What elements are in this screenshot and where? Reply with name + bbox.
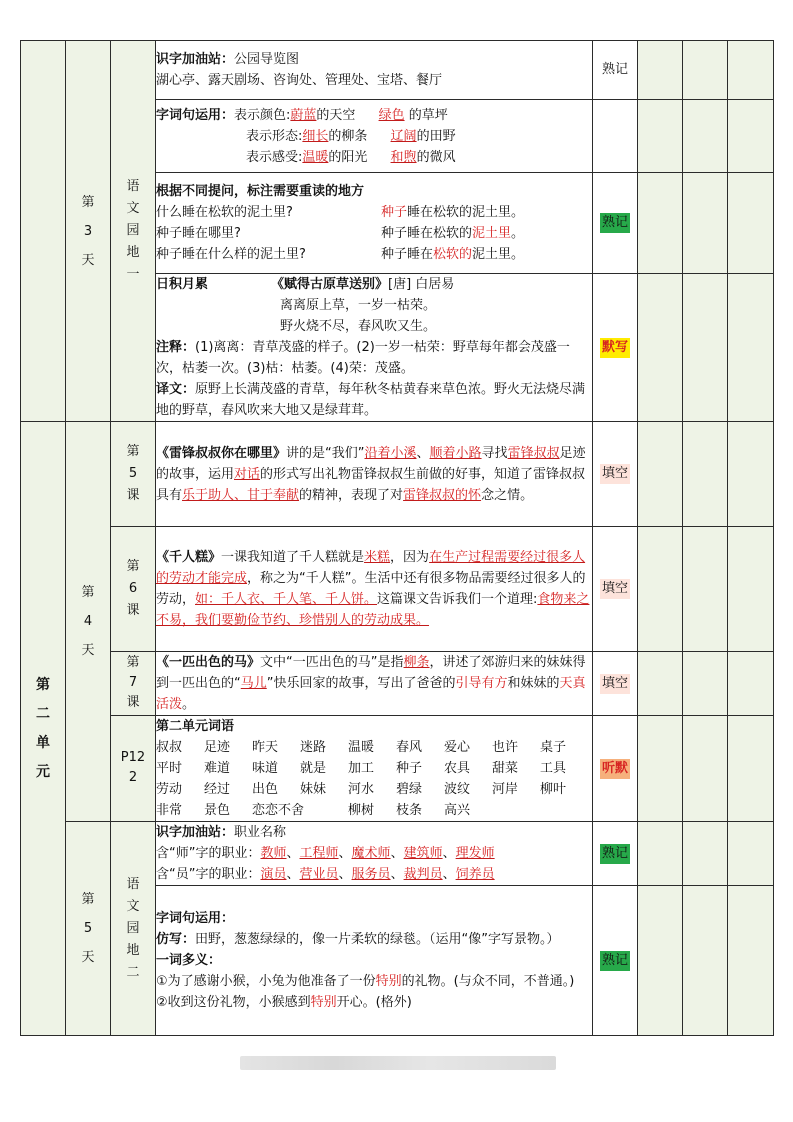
- vocab-word: 经过: [204, 782, 231, 797]
- vocab-word: 高兴: [444, 803, 471, 818]
- vocab-word: 就是: [300, 761, 327, 776]
- answer: 雷锋叔叔: [507, 445, 560, 461]
- text: ，称之为“千人糕”。生活中还有很多物品需要经过很多人的劳动，: [156, 571, 586, 607]
- vocab-word: 爱心: [444, 740, 471, 755]
- day4-label: [66, 422, 111, 822]
- sentence-text: ②收到这份礼物，小猴感到: [156, 995, 311, 1010]
- answer: 和煦: [390, 149, 417, 165]
- vocab-word: 波纹: [444, 782, 471, 797]
- vocab-word: 叔叔: [156, 740, 183, 755]
- job-word: 饲养员: [455, 867, 495, 882]
- block-title: 根据不同提问，标注需要重读的地方: [156, 184, 365, 199]
- word-list-title: 第二单元词语: [156, 719, 235, 734]
- answer: 柳条: [403, 655, 430, 670]
- text: 、: [416, 445, 430, 461]
- check-cell[interactable]: [728, 422, 774, 527]
- question: 种子睡在哪里?: [156, 226, 241, 241]
- lesson7-content: [156, 652, 593, 716]
- stress-word: 松软的: [433, 247, 473, 262]
- check-cell[interactable]: [683, 422, 728, 527]
- block-title: 识字加油站：: [156, 825, 235, 840]
- status-badge: 熟记: [601, 62, 628, 77]
- day3-lesson: [111, 41, 156, 422]
- p122-label-text: P122: [120, 750, 146, 785]
- check-cell[interactable]: [683, 886, 728, 1036]
- text: 的精神，表现了对: [299, 487, 404, 503]
- unit2-label: [21, 422, 66, 1036]
- sentence-text: 开心。(格外): [336, 995, 412, 1010]
- text: 的阳光: [328, 149, 368, 165]
- poem-line: 野火烧不尽，春风吹又生。: [280, 319, 437, 334]
- footer-watermark: [240, 1056, 556, 1070]
- day5-lesson-text: 语文园地二: [126, 876, 140, 980]
- check-cell[interactable]: [683, 41, 728, 100]
- row-label: 表示感受:: [246, 149, 303, 165]
- vocab-word: 春风: [396, 740, 423, 755]
- key-word: 特别: [375, 974, 402, 989]
- check-cell[interactable]: [728, 274, 774, 422]
- p122-label: [111, 716, 156, 822]
- job-word: 教师: [260, 846, 287, 861]
- lesson7-label: [111, 652, 156, 716]
- vocab-word: 难道: [204, 761, 231, 776]
- status-badge: 填空: [600, 579, 630, 599]
- status-badge: 填空: [600, 674, 630, 694]
- check-cell[interactable]: [728, 527, 774, 652]
- word-grid: [156, 737, 592, 821]
- status-cell: [593, 527, 638, 652]
- lesson5-label: [111, 422, 156, 527]
- translation-text: 原野上长满茂盛的青草，每年秋冬枯黄春来草色浓。野火无法烧尽满地的野草，春风吹来大地又是绿茸茸。: [156, 382, 586, 418]
- text: 念之情。: [481, 487, 534, 503]
- answer: 顺着小路: [429, 445, 482, 461]
- job-word: 演员: [260, 867, 287, 882]
- vocab-word: 足迹: [204, 740, 231, 755]
- vocab-word: 碧绿: [396, 782, 423, 797]
- job-word: 工程师: [299, 846, 339, 861]
- text: 和妹妹的: [507, 676, 560, 691]
- check-cell[interactable]: [728, 886, 774, 1036]
- check-cell[interactable]: [728, 716, 774, 822]
- answer: 对话: [234, 466, 261, 482]
- job-word: 理发师: [455, 846, 495, 861]
- answer: 在生产过程需要经过很多人的劳动才能完成: [156, 550, 586, 586]
- note-label: 注释：: [156, 340, 196, 355]
- status-badge: 熟记: [600, 844, 630, 864]
- status-badge: 默写: [600, 338, 630, 358]
- text: 的草坪: [408, 107, 448, 123]
- status-badge: 听默: [600, 759, 630, 779]
- vocab-word: 枝条: [396, 803, 423, 818]
- lesson-title: 《千人糕》: [156, 550, 222, 565]
- status-cell: [593, 716, 638, 822]
- lesson-title: 《一匹出色的马》: [156, 655, 261, 670]
- poem-author: [唐] 白居易: [388, 277, 455, 292]
- p122-content: [156, 716, 593, 822]
- row-label: 表示形态:: [246, 128, 303, 144]
- answer: 沿着小溪: [364, 445, 417, 461]
- vocab-word: 出色: [252, 782, 279, 797]
- lesson6-content: [156, 527, 593, 652]
- status-badge: 熟记: [600, 213, 630, 233]
- vocab-word: 河岸: [492, 782, 519, 797]
- day3-block3: [156, 173, 593, 274]
- job-word: 服务员: [351, 867, 391, 882]
- check-cell[interactable]: [683, 527, 728, 652]
- answer-text: 泥土里。: [472, 247, 525, 262]
- vocab-word: 劳动: [156, 782, 183, 797]
- block-title: 字词句运用：: [156, 107, 235, 123]
- day3-lesson-text: 语文园地一: [126, 179, 140, 282]
- answer-text: 种子睡在: [381, 247, 434, 262]
- imitation-text: 田野，葱葱绿绿的，像一片柔软的绿毯。（运用“像”字写景物。）: [195, 932, 560, 947]
- block-title: 日积月累: [156, 277, 209, 292]
- answer-text: 睡在松软的泥土里。: [407, 205, 525, 220]
- lesson5-content: [156, 422, 593, 527]
- vocab-word: 加工: [348, 761, 375, 776]
- check-cell[interactable]: [683, 716, 728, 822]
- vocab-word: 柳叶: [540, 782, 567, 797]
- day3-block1: [156, 41, 593, 100]
- text: ”快乐回家的故事，写出了爸爸的: [266, 676, 456, 691]
- answer: 引导有方: [455, 676, 508, 691]
- status-cell: [593, 822, 638, 886]
- text: 的微风: [416, 149, 456, 165]
- check-cell[interactable]: [683, 100, 728, 173]
- check-cell[interactable]: [728, 173, 774, 274]
- answer: 雷锋叔叔的怀: [403, 487, 482, 503]
- vocab-word: 温暖: [348, 740, 375, 755]
- answer: 米糕: [364, 550, 391, 565]
- vocab-word: 平时: [156, 761, 183, 776]
- answer-text: 。: [511, 226, 525, 241]
- answer: 天真活泼: [156, 676, 586, 712]
- unit2-label-text: 第二单元: [36, 676, 50, 780]
- check-cell[interactable]: [638, 886, 683, 1036]
- key-word: 特别: [310, 995, 337, 1010]
- text: 寻找: [481, 445, 508, 461]
- day5-lesson: [111, 822, 156, 1036]
- vocab-word: 也许: [492, 740, 519, 755]
- vocab-word: 迷路: [300, 740, 327, 755]
- check-cell[interactable]: [638, 422, 683, 527]
- check-cell[interactable]: [638, 652, 683, 716]
- job-word: 营业员: [299, 867, 339, 882]
- vocab-word: 工具: [540, 761, 567, 776]
- block-topic: 公园导览图: [234, 52, 300, 67]
- text: ，讲述了郊游归来的妹妹得到一匹出色的“: [156, 655, 586, 691]
- vocab-word: 味道: [252, 761, 279, 776]
- check-cell[interactable]: [638, 173, 683, 274]
- check-cell[interactable]: [638, 274, 683, 422]
- vocab-word: 非常: [156, 803, 183, 818]
- text: 的柳条: [328, 128, 368, 144]
- question: 种子睡在什么样的泥土里?: [156, 247, 306, 262]
- day4-label-text: 第4天: [81, 585, 95, 658]
- row-label: 表示颜色:: [234, 107, 291, 123]
- check-cell[interactable]: [683, 652, 728, 716]
- status-cell: [593, 41, 638, 100]
- day5-label: [66, 822, 111, 1036]
- job-label: 含“师”字的职业：: [156, 846, 261, 861]
- answer-line: [381, 223, 524, 244]
- text: 讲的是“我们”: [286, 445, 365, 461]
- job-word: 裁判员: [403, 867, 443, 882]
- block-title: 识字加油站：: [156, 52, 235, 67]
- check-cell[interactable]: [728, 100, 774, 173]
- check-cell[interactable]: [638, 716, 683, 822]
- check-cell[interactable]: [683, 173, 728, 274]
- lesson5-label-text: 第5课: [126, 444, 140, 503]
- check-cell[interactable]: [638, 822, 683, 886]
- day5-label-text: 第5天: [81, 892, 95, 965]
- job-label: 含“员”字的职业：: [156, 867, 261, 882]
- job-word: 魔术师: [351, 846, 391, 861]
- answer: 温暖: [302, 149, 329, 165]
- day5-block2: [156, 886, 593, 1036]
- vocab-word: 妹妹: [300, 782, 327, 797]
- text: 的田野: [416, 128, 456, 144]
- vocab-word: 景色: [204, 803, 231, 818]
- translation-label: 译文：: [156, 382, 196, 397]
- vocab-word: 河水: [348, 782, 375, 797]
- status-badge: 填空: [600, 464, 630, 484]
- answer-line: [381, 202, 524, 223]
- status-cell: [593, 274, 638, 422]
- status-cell: [593, 173, 638, 274]
- imitation-label: 仿写：: [156, 932, 196, 947]
- text: 这篇课文告诉我们一个道理:: [377, 592, 538, 607]
- study-plan-table: [20, 40, 774, 1036]
- status-cell: [593, 100, 638, 173]
- day3-label-text: 第3天: [81, 194, 95, 268]
- vocab-word: 甜菜: [492, 761, 519, 776]
- status-cell: [593, 422, 638, 527]
- lesson6-label-text: 第6课: [126, 559, 140, 618]
- text: 足迹的故事，运用: [156, 445, 586, 482]
- vocab-word: 昨天: [252, 740, 279, 755]
- question: 什么睡在松软的泥土里?: [156, 205, 293, 220]
- vocab-word: 桌子: [540, 740, 567, 755]
- vocab-word: 恋恋不舍: [252, 803, 305, 818]
- answer: 马儿: [240, 676, 267, 691]
- answer: 如：千人衣、千人笔、千人饼。: [195, 592, 378, 607]
- polysemy-label: 一词多义：: [156, 953, 222, 968]
- answer: 乐于助人、甘于奉献: [182, 487, 300, 503]
- stress-word: 种子: [381, 205, 408, 220]
- block-title: 字词句运用：: [156, 911, 235, 926]
- check-cell[interactable]: [683, 274, 728, 422]
- lesson-title: 《雷锋叔叔你在哪里》: [156, 445, 287, 461]
- poem-line: 离离原上草，一岁一枯荣。: [280, 298, 437, 313]
- block-topic: 职业名称: [234, 825, 287, 840]
- unit1-cell: [21, 41, 66, 422]
- stress-word: 泥土里: [472, 226, 512, 241]
- day3-block4: [156, 274, 593, 422]
- answer-line: [381, 244, 524, 265]
- answer: 蔚蓝: [290, 107, 317, 123]
- status-cell: [593, 886, 638, 1036]
- answer: 食物来之不易，我们要勤俭节约、珍惜别人的劳动成果。: [156, 592, 590, 628]
- text: 的天空: [316, 107, 356, 123]
- text: 。: [182, 697, 196, 712]
- check-cell[interactable]: [638, 527, 683, 652]
- sentence-text: ①为了感谢小猴，小兔为他准备了一份: [156, 974, 376, 989]
- lesson7-label-text: 第7课: [126, 655, 140, 710]
- vocab-word: 种子: [396, 761, 423, 776]
- vocab-word: 柳树: [348, 803, 375, 818]
- status-badge: 熟记: [600, 951, 630, 971]
- check-cell[interactable]: [638, 100, 683, 173]
- block-line: 湖心亭、露天剧场、咨询处、管理处、宝塔、餐厅: [156, 73, 443, 88]
- check-cell[interactable]: [638, 41, 683, 100]
- lesson6-label: [111, 527, 156, 652]
- check-cell[interactable]: [683, 822, 728, 886]
- day3-block2: [156, 100, 593, 173]
- note-text: (1)离离：青草茂盛的样子。(2)一岁一枯荣：野草每年都会茂盛一次，枯萎一次。(3)枯：枯萎。(4)荣：茂盛。: [156, 340, 570, 376]
- status-cell: [593, 652, 638, 716]
- check-cell[interactable]: [728, 652, 774, 716]
- check-cell[interactable]: [728, 41, 774, 100]
- vocab-word: 农具: [444, 761, 471, 776]
- answer: 辽阔: [390, 128, 417, 144]
- text: 文中“一匹出色的马”是指: [260, 655, 404, 670]
- poem-title: 《赋得古原草送别》: [271, 277, 389, 292]
- text: 一课我知道了千人糕就是: [221, 550, 365, 565]
- answer: 绿色: [378, 107, 405, 123]
- check-cell[interactable]: [728, 822, 774, 886]
- sentence-text: 的礼物。(与众不同，不普通。): [401, 974, 575, 989]
- day3-label: [66, 41, 111, 422]
- answer-text: 种子睡在松软的: [381, 226, 473, 241]
- text: 的形式写出礼物雷锋叔叔生前做的好事，知道了雷锋叔叔具有: [156, 466, 586, 503]
- text: ，因为: [390, 550, 430, 565]
- job-word: 建筑师: [403, 846, 443, 861]
- answer: 细长: [302, 128, 329, 144]
- day5-block1: 识字加油站：职业名称 含“师”字的职业：教师、工程师、魔术师、建筑师、理发师 含“员”字的职业：演员、营业员、服务员、裁判员、饲养员: [156, 822, 593, 886]
